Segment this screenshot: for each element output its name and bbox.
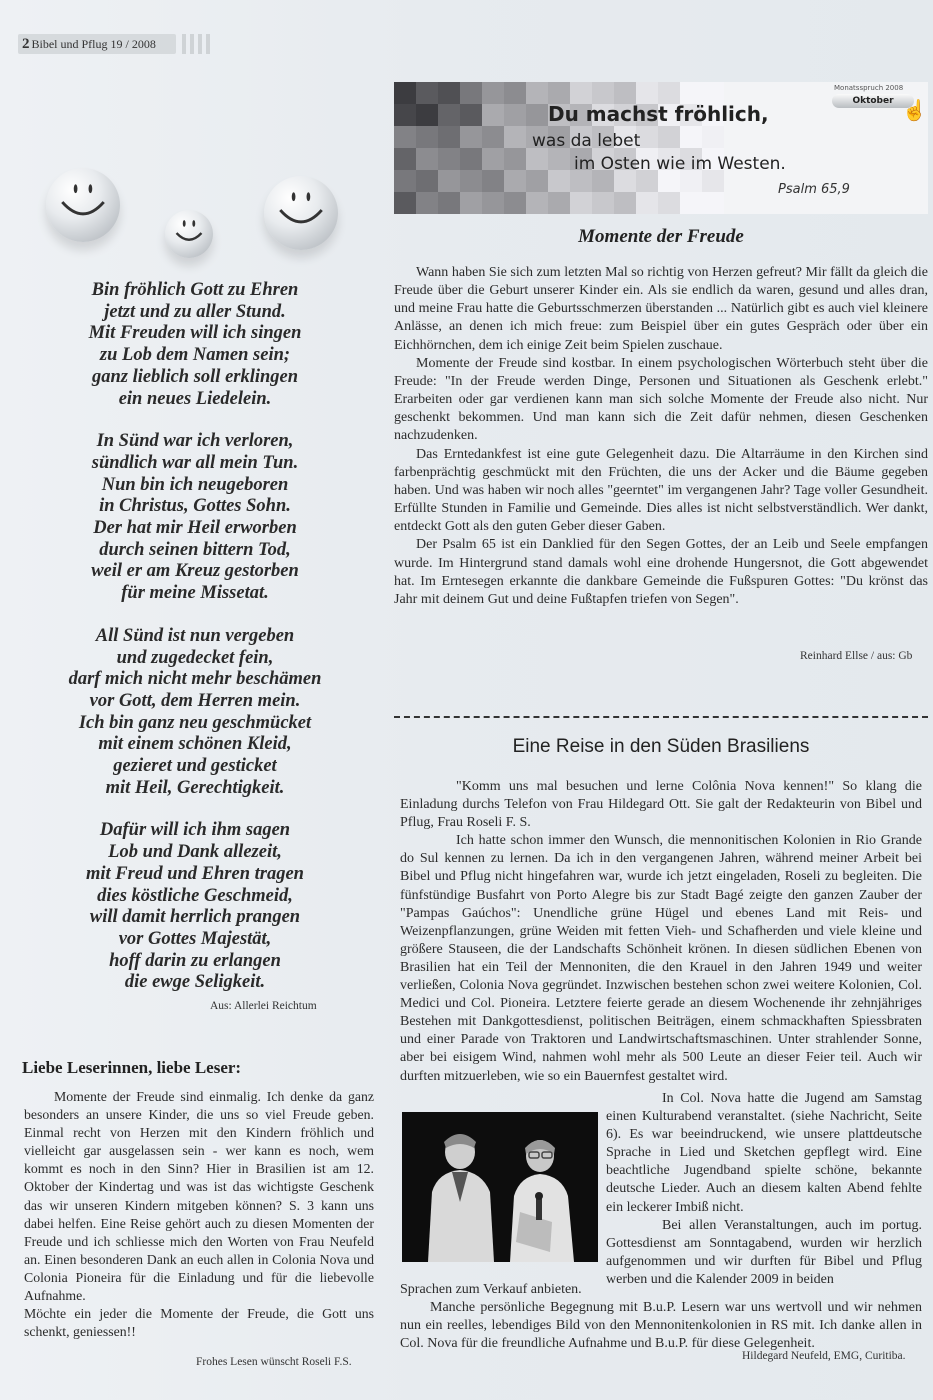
mosaic-tile [416, 192, 438, 214]
mosaic-tile [636, 192, 658, 214]
mosaic-tile [504, 148, 526, 170]
editorial-paragraph: Möchte ein jeder die Momente der Freude, die Gott uns schenkt, geniessen!! [24, 1306, 374, 1340]
article-reise-right-column [606, 1090, 922, 1289]
mosaic-tile [482, 126, 504, 148]
verse-line-3: im Osten wie im Westen. [574, 154, 786, 174]
mosaic-tile [680, 82, 702, 104]
mosaic-tile [570, 82, 592, 104]
mosaic-tile [504, 104, 526, 126]
mosaic-tile [680, 126, 702, 148]
mosaic-tile [636, 82, 658, 104]
poem-source: Aus: Allerlei Reichtum [210, 1000, 317, 1012]
mosaic-tile [416, 170, 438, 192]
verse-line-1: Du machst fröhlich, [548, 102, 769, 126]
smiley-small-icon [165, 210, 213, 258]
pointer-hand-icon: ☝ [902, 100, 927, 122]
article-paragraph: In Col. Nova hatte die Jugend am Samstag einen Kulturabend veranstaltet. (siehe Nachricht, Seite 6). Es war beeindruckend, wie unsere plattdeutsche Sprache in Lied und Sketchen gepflegt wird. Eine beachtliche Jugendband spielte schöne, bekannte deutsche Lieder. Auch an diesem kalten Abend fehlte ein leckerer Imbiß nicht. [606, 1091, 922, 1215]
mosaic-tile [702, 192, 724, 214]
editorial-title: Liebe Leserinnen, liebe Leser: [22, 1058, 242, 1077]
mosaic-tile [482, 192, 504, 214]
mosaic-tile [548, 82, 570, 104]
mosaic-tile [482, 170, 504, 192]
mosaic-tile [482, 82, 504, 104]
editorial-signature: Frohes Lesen wünscht Roseli F.S. [196, 1356, 352, 1368]
mosaic-tile [416, 148, 438, 170]
mosaic-tile [394, 192, 416, 214]
mosaic-tile [460, 126, 482, 148]
article-paragraph: Das Erntedankfest ist eine gute Gelegenheit dazu. Die Altarräume in den Kirchen sind farbenprächtig geschmückt mit den Früchten, die uns der Acker und die Bäume gegeben haben. Und was haben wir noch alles "geerntet" im vergangenen Jahr? Tage voller Gesundheit. Erfüllte Stunden in Familie und Gemeinde. Dies alles ist nicht selbstverständlich. Wer dankt, entdeckt Gott als den guten Geber dieser Gaben. [394, 446, 928, 535]
mosaic-tile [504, 170, 526, 192]
mosaic-tile [460, 170, 482, 192]
mosaic-tile [394, 82, 416, 104]
article-paragraph: "Komm uns mal besuchen und lerne Colônia Nova kennen!" So klang die Einladung durchs Telefon von Frau Hildegard Ott. Sie galt der Redakteurin von Bibel und Pflug, Frau Roseli F. S. [400, 779, 922, 831]
event-photo [402, 1112, 598, 1262]
smiley-large-right-icon [264, 176, 338, 250]
mosaic-tile [416, 82, 438, 104]
article-paragraph: Der Psalm 65 ist ein Danklied für den Segen Gottes, der an Leib und Seele empfangen wurde. Im Hintergrund stand damals wohl eine drohende Hungersnot, die Gott abgewendet hat. Im Erntesegen erkannte die dankbare Gemeinde die Fußspuren Gottes: "Du krönst das Jahr mit deinem Gut und deine Fußtapfen triefen von Segen". [394, 537, 928, 607]
section-divider [394, 716, 928, 718]
mosaic-tile [416, 126, 438, 148]
article-reise-signature: Hildegard Neufeld, EMG, Curitiba. [742, 1350, 906, 1362]
article-freude-title: Momente der Freude [578, 226, 744, 247]
mosaic-tile [438, 126, 460, 148]
article-paragraph: Manche persönliche Begegnung mit B.u.P. Lesern war uns wertvoll und wir nehmen nun ein reelles, lebendiges Bild von den Mennonitenkolonien in RS mit. Ich danke allen in Col. Nova für die freundliche Aufnahme und B.u.P. für diese Gelegenheit. [400, 1300, 922, 1352]
article-freude-body [394, 264, 928, 609]
mosaic-tile [526, 192, 548, 214]
mosaic-tile [394, 148, 416, 170]
page-header [18, 34, 176, 54]
article-paragraph: Bei allen Veranstaltungen, auch im portug. Gottesdienst am Sonntagabend, wurden wir herzlich aufgenommen und wir durften für Bibel und Pflug werben und die Kalender 2009 in beiden [606, 1217, 922, 1287]
mosaic-tile [526, 148, 548, 170]
mosaic-tile [592, 192, 614, 214]
verse-line-2: was da lebet [532, 131, 641, 151]
header-decoration [178, 34, 210, 54]
mosaic-tile [482, 104, 504, 126]
mosaic-tile [658, 126, 680, 148]
mosaic-tile [702, 126, 724, 148]
article-paragraph: Wann haben Sie sich zum letzten Mal so richtig von Herzen gefreut? Mir fällt da gleich die Freude über die Geburt unserer Kinder ein. Als sie endlich da waren, gesund und alles dran, und meine Frau hatte die Geburtsschmerzen überstanden ... Natürlich gibt es auch viel kleinere Anlässe, an denen ich mich freue: zum Beispiel über ein gutes Gespräch oder über ein Eichhörnchen, dem ich einige Zeit beim Spielen zuschaue. [394, 265, 928, 353]
mosaic-tile [680, 192, 702, 214]
mosaic-tile [614, 82, 636, 104]
mosaic-tile [460, 104, 482, 126]
mosaic-tile [504, 126, 526, 148]
mosaic-tile [526, 104, 548, 126]
mosaic-tile [658, 192, 680, 214]
article-paragraph: Sprachen zum Verkauf anbieten. [400, 1282, 582, 1297]
mosaic-tile [614, 192, 636, 214]
poem-stanza-1: Bin fröhlich Gott zu Ehren jetzt und zu aller Stund. Mit Freuden will ich singen zu Lob dem Namen sein; ganz lieblich soll erklingen ein neues Liedelein. [88, 280, 302, 409]
editorial-paragraph: Momente der Freude sind einmalig. Ich denke da ganz besonders an unsere Kinder, die uns so viel Freude geben. Einmal recht von Herzen mit den Kindern fröhlich und vielleicht gar ausgelassen sein - wer kann es noch, wem kommt es noch in den Sinn? Hier in Brasilien ist am 12. Oktober der Kindertag und was ist das wichtigste Geschenk das wir unseren Kindern mitgeben können? S. 3 kann uns dabei helfen. Eine Reise gehört auch zu diesen Momenten der Freude und ich schliesse mich den Worten von Frau Neufeld an. Einen besonderen Dank an euch allen in Colonia Nova und Colonia Pioneira für die Einladung und für die liebevolle Aufnahme. [24, 1089, 374, 1304]
monatsspruch-banner [394, 82, 928, 214]
editorial-text [24, 1088, 374, 1341]
mosaic-tile [592, 82, 614, 104]
mosaic-tile [438, 192, 460, 214]
article-freude-signature: Reinhard Ellse / aus: Gb [800, 650, 913, 662]
article-reise-body [400, 778, 922, 1086]
mosaic-tile [702, 82, 724, 104]
mosaic-tile [460, 82, 482, 104]
mosaic-tile [504, 192, 526, 214]
mosaic-tile [460, 192, 482, 214]
article-reise-title: Eine Reise in den Süden Brasiliens [512, 736, 810, 757]
article-paragraph: Momente der Freude sind kostbar. In einem psychologischen Wörterbuch steht über die Freude: "In der Freude werden Dinge, Personen und Situationen als Geschenk erlebt." Erarbeiten oder gar verdienen kann man sich solche Momente der Freude also nicht. Nur geschenkt bekommen. Und man kann sich die Zeit dafür nehmen, diesen Geschenken nachzudenken. [394, 355, 928, 444]
mosaic-tile [394, 170, 416, 192]
month-badge: Oktober [832, 94, 914, 108]
poem-stanza-4: Dafür will ich ihm sagen Lob und Dank allezeit, mit Freud und Ehren tragen dies köstliche Geschmeid, will damit herrlich prangen vor Gottes Majestät, hoff darin zu erlangen die ewge Seligkeit. [86, 820, 304, 993]
mosaic-tile [548, 148, 570, 170]
article-reise-bottom [400, 1281, 922, 1353]
poem-stanza-3: All Sünd ist nun vergeben und zugedecket fein, darf mich nicht mehr beschämen vor Gott, dem Herren mein. Ich bin ganz neu geschmücket mit einem schönen Kleid, gezieret und gesticket mit Heil, Gerechtigkeit. [68, 625, 322, 798]
article-paragraph: Ich hatte schon immer den Wunsch, die mennonitischen Kolonien in Rio Grande do Sul kennen zu lernen. Da ich in den vergangenen Jahren, während meiner Arbeit bei Bibel und Pflug nicht hingefahren war, wurde ich jetzt eingeladen, Roseli zu begleiten. Die fünfstündige Busfahrt von Porto Alegre bis zur Stadt Bagé zeigte den ganzen Zauber der "Pampas Gaúchos": Unendliche grüne Hügel und ebenes Land mit Reis- und Weizenpflanzungen, grüne Weiden mit fetten Vieh- und Schafherden und viele kleine und größere Stauseen, die der Landschafts Schönheit krönen. In diesen südlichen Ebenen von Brasilien hat ein Teil der Mennoniten, die den Krauel in den Jahren 1949 und weiter verließen, Colonia Nova gegründet. Inzwischen bestehen schon zwei weitere Kolonien, Col. Medici und Col. Pioneira. Letztere feierte gerade an diesem Wochenende ihr zehnjähriges Bestehen mit Dankgottesdienst, politischen Beiträgen, einem schmackhaften Spiessbraten und einer Parade von Traktoren und Landwirtschaftsmaschinen. Unter strahlender Sonne, aber bei eisigem Wind, nahmen wohl mehr als 500 Leute an dieser Feier teil. Auch wir durften mitzuerleben, wie so ein Bauernfest gestaltet wird. [400, 833, 922, 1084]
mosaic-tile [526, 170, 548, 192]
mosaic-tile [504, 82, 526, 104]
mosaic-tile [570, 192, 592, 214]
mosaic-tile [482, 148, 504, 170]
mosaic-tile [438, 148, 460, 170]
mosaic-tile [394, 104, 416, 126]
poem-stanza-2: In Sünd war ich verloren, sündlich war all mein Tun. Nun bin ich neugeboren in Christus, Gottes Sohn. Der hat mir Heil erworben durch seinen bittern Tod, weil er am Kreuz gestorben für meine Missetat. [91, 431, 299, 604]
mosaic-tile [438, 104, 460, 126]
mosaic-tile [438, 82, 460, 104]
mosaic-tile [394, 126, 416, 148]
mosaic-tile [416, 104, 438, 126]
mosaic-tile [658, 82, 680, 104]
smiley-large-left-icon [46, 168, 120, 242]
publication-title: Bibel und Pflug 19 / 2008 [31, 37, 156, 51]
mosaic-tile [548, 170, 570, 192]
poem [30, 280, 360, 994]
monatsspruch-label: Monatsspruch 2008 [834, 84, 904, 92]
mosaic-tile [438, 170, 460, 192]
page-number: 2 [22, 36, 30, 52]
verse-reference: Psalm 65,9 [778, 182, 850, 197]
mosaic-tile [460, 148, 482, 170]
mosaic-tile [526, 82, 548, 104]
mosaic-tile [548, 192, 570, 214]
